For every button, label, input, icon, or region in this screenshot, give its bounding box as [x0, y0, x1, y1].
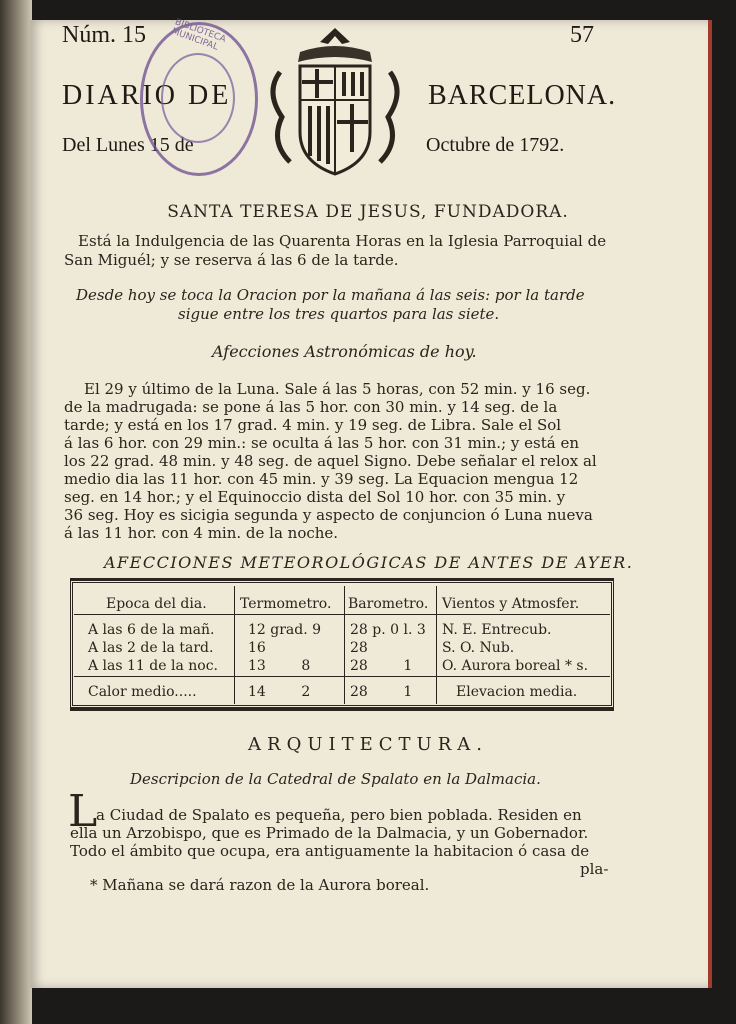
table-cell-epoca: A las 6 de la mañ. — [88, 622, 215, 638]
table-cell-term: 13 8 — [248, 658, 311, 674]
article-subtitle: Descripcion de la Catedral de Spalato en la Dalmacia. — [130, 770, 541, 788]
footnote: * Mañana se dará razon de la Aurora boreal. — [90, 876, 430, 894]
table-header: Vientos y Atmosfer. — [442, 596, 580, 612]
table-summary-epoca: Calor medio..... — [88, 684, 197, 700]
table-rule-bottom — [70, 708, 614, 711]
crest-stripe — [326, 106, 330, 164]
table-summary-viento: Elevacion media. — [456, 684, 578, 700]
stamp-text: BIBLIOTECA MUNICIPAL — [170, 17, 228, 53]
saint-of-day: SANTA TERESA DE JESUS, FUNDADORA. — [167, 202, 569, 222]
table-cell-viento: N. E. Entrecub. — [442, 622, 552, 638]
crest-stripe — [317, 106, 321, 161]
astro-line: medio dia las 11 hor. con 45 min. y 39 seg. La Equacion mengua 12 — [64, 470, 579, 488]
table-summary-divider — [74, 676, 610, 677]
astro-line: tarde; y está en los 17 grad. 4 min. y 19 seg. de Libra. Sale el Sol — [64, 416, 562, 434]
table-column-divider — [234, 586, 235, 704]
crest-stripe — [360, 72, 364, 96]
indulgence-line: Está la Indulgencia de las Quarenta Horas en la Iglesia Parroquial de — [78, 232, 607, 250]
table-column-divider — [344, 586, 345, 704]
body-line: Todo el ámbito que ocupa, era antiguamente la habitacion ó casa de — [70, 842, 590, 860]
masthead-title-left: DIARIO DE — [62, 80, 232, 111]
table-cell-viento: S. O. Nub. — [442, 640, 515, 656]
issue-number: Núm. 15 — [62, 22, 146, 48]
page-number: 57 — [570, 22, 594, 48]
crest-stripe — [308, 106, 312, 156]
library-stamp — [140, 17, 258, 176]
table-header-divider — [74, 614, 610, 615]
drop-cap: L — [68, 786, 98, 837]
table-cell-baro: 28 — [350, 640, 368, 656]
crest-stripe — [342, 72, 346, 96]
astro-line: 36 seg. Hoy es sicigia segunda y aspecto de conjuncion ó Luna nueva — [64, 506, 593, 524]
table-cell-term: 12 grad. 9 — [248, 622, 322, 638]
table-cell-epoca: A las 11 de la noc. — [88, 658, 218, 674]
astro-line: seg. en 14 hor.; y el Equinoccio dista del Sol 10 hor. con 35 min. y — [64, 488, 566, 506]
masthead-title-right: BARCELONA. — [428, 80, 617, 111]
table-cell-term: 16 — [248, 640, 266, 656]
table-cell-epoca: A las 2 de la tard. — [88, 640, 214, 656]
indulgence-line: San Miguél; y se reserva á las 6 de la tarde. — [64, 251, 399, 269]
catchword: pla- — [580, 860, 609, 878]
astro-line: á las 6 hor. con 29 min.: se oculta á las 5 hor. con 31 min.; y está en — [64, 434, 579, 452]
section-heading: ARQUITECTURA. — [248, 734, 488, 755]
oracion-line: sigue entre los tres quartos para las siete. — [178, 305, 500, 323]
date-left: Del Lunes 15 de — [62, 134, 194, 156]
table-summary-baro: 28 1 — [350, 684, 413, 700]
crest-left-scroll — [273, 72, 290, 162]
astro-line: los 22 grad. 48 min. y 48 seg. de aquel Signo. Debe señalar el relox al — [64, 452, 597, 470]
crest-top-band — [298, 46, 372, 62]
crest-crown — [320, 28, 350, 44]
astro-line: de la madrugada: se pone á las 5 hor. con 30 min. y 14 seg. de la — [64, 398, 558, 416]
oracion-line: Desde hoy se toca la Oracion por la mañana á las seis: por la tarde — [76, 286, 585, 304]
astronomical-heading: Afecciones Astronómicas de hoy. — [212, 342, 477, 361]
table-summary-term: 14 2 — [248, 684, 311, 700]
meteorological-heading: AFECCIONES METEOROLÓGICAS DE ANTES DE AYER. — [104, 553, 634, 572]
table-column-divider — [436, 586, 437, 704]
barcelona-coat-of-arms — [260, 22, 410, 182]
astro-line: á las 11 hor. con 4 min. de la noche. — [64, 524, 339, 542]
book-spine — [0, 0, 32, 1024]
page-edge — [708, 20, 712, 988]
stamp-inner-ring — [161, 53, 235, 143]
table-cell-viento: O. Aurora boreal * s. — [442, 658, 589, 674]
table-cell-baro: 28 1 — [350, 658, 413, 674]
table-header: Barometro. — [348, 596, 429, 612]
table-header: Epoca del dia. — [106, 596, 207, 612]
crest-stripe — [351, 72, 355, 96]
body-line: ella un Arzobispo, que es Primado de la Dalmacia, y un Gobernador. — [70, 824, 589, 842]
body-line: a Ciudad de Spalato es pequeña, pero bien poblada. Residen en — [96, 806, 582, 824]
astro-line: El 29 y último de la Luna. Sale á las 5 horas, con 52 min. y 16 seg. — [84, 380, 591, 398]
crest-right-scroll — [380, 72, 397, 162]
table-header: Termometro. — [240, 596, 332, 612]
table-cell-baro: 28 p. 0 l. 3 — [350, 622, 426, 638]
date-right: Octubre de 1792. — [426, 134, 565, 156]
